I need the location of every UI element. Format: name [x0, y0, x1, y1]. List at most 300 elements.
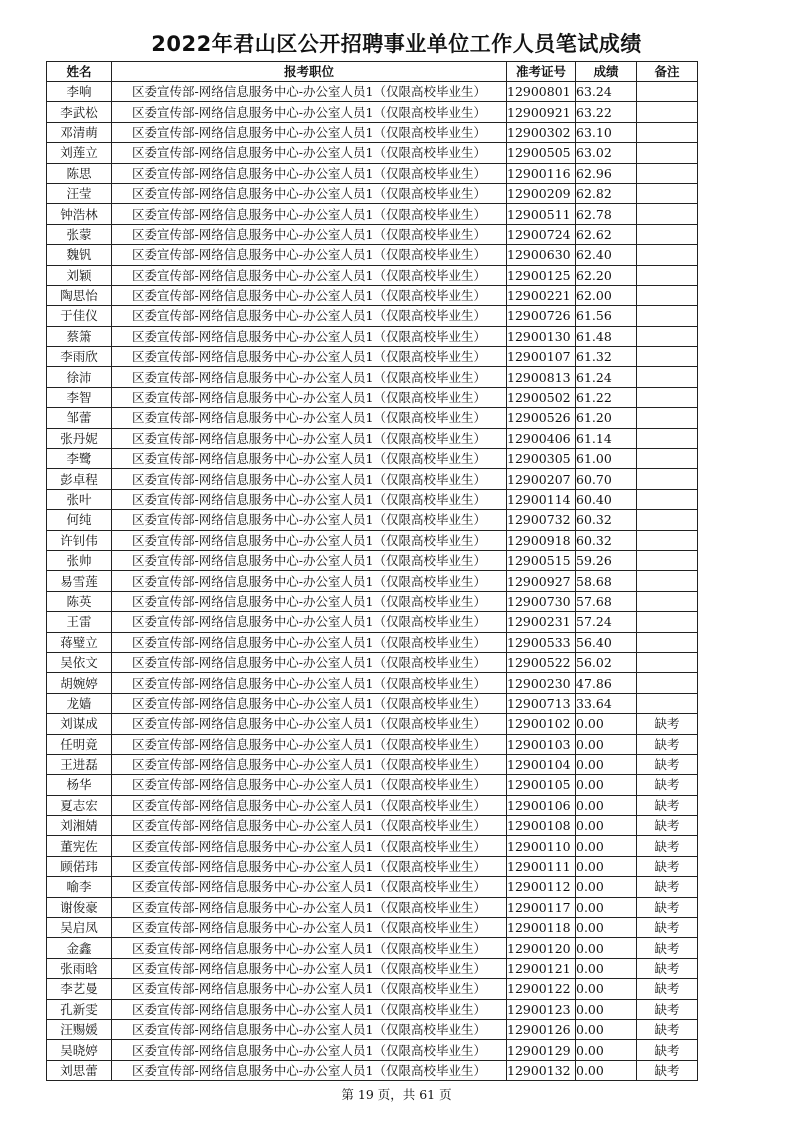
cell-id: 12900630 — [507, 245, 576, 265]
cell-position: 区委宣传部-网络信息服务中心-办公室人员1（仅限高校毕业生） — [112, 102, 507, 122]
cell-id: 12900117 — [507, 897, 576, 917]
table-row — [47, 999, 698, 1019]
cell-name: 于佳仪 — [47, 306, 112, 326]
table-row — [47, 387, 698, 407]
cell-id: 12900111 — [507, 856, 576, 876]
cell-name: 李武松 — [47, 102, 112, 122]
cell-score: 63.22 — [576, 102, 637, 122]
cell-score: 60.32 — [576, 510, 637, 530]
cell-note: 缺考 — [637, 958, 698, 978]
cell-name: 孔新雯 — [47, 999, 112, 1019]
cell-score: 0.00 — [576, 1040, 637, 1060]
table-row — [47, 754, 698, 774]
cell-note — [637, 408, 698, 428]
cell-position: 区委宣传部-网络信息服务中心-办公室人员1（仅限高校毕业生） — [112, 734, 507, 754]
cell-position: 区委宣传部-网络信息服务中心-办公室人员1（仅限高校毕业生） — [112, 877, 507, 897]
cell-id: 12900118 — [507, 918, 576, 938]
cell-name: 魏钒 — [47, 245, 112, 265]
cell-position: 区委宣传部-网络信息服务中心-办公室人员1（仅限高校毕业生） — [112, 510, 507, 530]
cell-id: 12900305 — [507, 449, 576, 469]
cell-id: 12900108 — [507, 816, 576, 836]
cell-note — [637, 571, 698, 591]
table-body — [47, 82, 698, 1081]
cell-name: 王雷 — [47, 612, 112, 632]
cell-note — [637, 367, 698, 387]
cell-position: 区委宣传部-网络信息服务中心-办公室人员1（仅限高校毕业生） — [112, 673, 507, 693]
cell-name: 徐沛 — [47, 367, 112, 387]
cell-id: 12900302 — [507, 122, 576, 142]
header-position: 报考职位 — [112, 62, 507, 82]
cell-position: 区委宣传部-网络信息服务中心-办公室人员1（仅限高校毕业生） — [112, 775, 507, 795]
header-name: 姓名 — [47, 62, 112, 82]
cell-position: 区委宣传部-网络信息服务中心-办公室人员1（仅限高校毕业生） — [112, 489, 507, 509]
cell-note: 缺考 — [637, 1060, 698, 1080]
cell-name: 张蒙 — [47, 224, 112, 244]
cell-position: 区委宣传部-网络信息服务中心-办公室人员1（仅限高校毕业生） — [112, 469, 507, 489]
table-row — [47, 469, 698, 489]
table-row — [47, 489, 698, 509]
cell-name: 龙嫱 — [47, 693, 112, 713]
cell-score: 61.48 — [576, 326, 637, 346]
cell-id: 12900209 — [507, 183, 576, 203]
table-row — [47, 449, 698, 469]
cell-position: 区委宣传部-网络信息服务中心-办公室人员1（仅限高校毕业生） — [112, 632, 507, 652]
cell-score: 0.00 — [576, 958, 637, 978]
table-row — [47, 714, 698, 734]
cell-name: 邓清萌 — [47, 122, 112, 142]
cell-name: 汪赐媛 — [47, 1019, 112, 1039]
cell-id: 12900125 — [507, 265, 576, 285]
cell-id: 12900724 — [507, 224, 576, 244]
cell-score: 61.32 — [576, 347, 637, 367]
cell-position: 区委宣传部-网络信息服务中心-办公室人员1（仅限高校毕业生） — [112, 591, 507, 611]
cell-position: 区委宣传部-网络信息服务中心-办公室人员1（仅限高校毕业生） — [112, 183, 507, 203]
cell-score: 0.00 — [576, 734, 637, 754]
cell-id: 12900511 — [507, 204, 576, 224]
score-table — [46, 61, 698, 1081]
cell-position: 区委宣传部-网络信息服务中心-办公室人员1（仅限高校毕业生） — [112, 122, 507, 142]
cell-position: 区委宣传部-网络信息服务中心-办公室人员1（仅限高校毕业生） — [112, 408, 507, 428]
table-row — [47, 367, 698, 387]
table-row — [47, 285, 698, 305]
table-row — [47, 1040, 698, 1060]
cell-id: 12900231 — [507, 612, 576, 632]
cell-id: 12900406 — [507, 428, 576, 448]
header-note: 备注 — [637, 62, 698, 82]
cell-name: 汪莹 — [47, 183, 112, 203]
cell-name: 吴依文 — [47, 652, 112, 672]
table-row — [47, 1019, 698, 1039]
cell-name: 蒋璧立 — [47, 632, 112, 652]
cell-position: 区委宣传部-网络信息服务中心-办公室人员1（仅限高校毕业生） — [112, 163, 507, 183]
cell-note — [637, 347, 698, 367]
cell-score: 63.24 — [576, 82, 637, 102]
table-row — [47, 673, 698, 693]
cell-id: 12900106 — [507, 795, 576, 815]
cell-note — [637, 265, 698, 285]
cell-name: 任明竟 — [47, 734, 112, 754]
cell-note: 缺考 — [637, 979, 698, 999]
cell-position: 区委宣传部-网络信息服务中心-办公室人员1（仅限高校毕业生） — [112, 856, 507, 876]
cell-score: 61.24 — [576, 367, 637, 387]
cell-name: 杨华 — [47, 775, 112, 795]
cell-score: 0.00 — [576, 897, 637, 917]
cell-note — [637, 510, 698, 530]
table-row — [47, 245, 698, 265]
table-row — [47, 143, 698, 163]
cell-position: 区委宣传部-网络信息服务中心-办公室人员1（仅限高校毕业生） — [112, 82, 507, 102]
cell-id: 12900123 — [507, 999, 576, 1019]
cell-position: 区委宣传部-网络信息服务中心-办公室人员1（仅限高校毕业生） — [112, 979, 507, 999]
page-title: 2022年君山区公开招聘事业单位工作人员笔试成绩 — [151, 32, 642, 56]
cell-position: 区委宣传部-网络信息服务中心-办公室人员1（仅限高校毕业生） — [112, 143, 507, 163]
cell-position: 区委宣传部-网络信息服务中心-办公室人员1（仅限高校毕业生） — [112, 428, 507, 448]
cell-score: 0.00 — [576, 1060, 637, 1080]
table-row — [47, 326, 698, 346]
cell-id: 12900112 — [507, 877, 576, 897]
cell-score: 61.00 — [576, 449, 637, 469]
cell-note — [637, 102, 698, 122]
cell-id: 12900732 — [507, 510, 576, 530]
cell-note — [637, 82, 698, 102]
cell-note — [637, 428, 698, 448]
cell-position: 区委宣传部-网络信息服务中心-办公室人员1（仅限高校毕业生） — [112, 326, 507, 346]
table-row — [47, 836, 698, 856]
cell-note: 缺考 — [637, 836, 698, 856]
cell-position: 区委宣传部-网络信息服务中心-办公室人员1（仅限高校毕业生） — [112, 897, 507, 917]
cell-id: 12900102 — [507, 714, 576, 734]
cell-score: 0.00 — [576, 877, 637, 897]
cell-id: 12900927 — [507, 571, 576, 591]
cell-name: 张雨晗 — [47, 958, 112, 978]
cell-score: 0.00 — [576, 1019, 637, 1039]
cell-score: 61.14 — [576, 428, 637, 448]
cell-id: 12900801 — [507, 82, 576, 102]
header-id: 准考证号 — [507, 62, 576, 82]
cell-note — [637, 530, 698, 550]
cell-position: 区委宣传部-网络信息服务中心-办公室人员1（仅限高校毕业生） — [112, 449, 507, 469]
cell-position: 区委宣传部-网络信息服务中心-办公室人员1（仅限高校毕业生） — [112, 1060, 507, 1080]
cell-position: 区委宣传部-网络信息服务中心-办公室人员1（仅限高校毕业生） — [112, 816, 507, 836]
cell-score: 0.00 — [576, 836, 637, 856]
table-row — [47, 204, 698, 224]
cell-name: 顾偌玮 — [47, 856, 112, 876]
cell-score: 59.26 — [576, 550, 637, 570]
table-row — [47, 877, 698, 897]
cell-id: 12900129 — [507, 1040, 576, 1060]
cell-score: 0.00 — [576, 775, 637, 795]
cell-score: 0.00 — [576, 856, 637, 876]
cell-note: 缺考 — [637, 754, 698, 774]
cell-id: 12900126 — [507, 1019, 576, 1039]
cell-name: 吴启凤 — [47, 918, 112, 938]
table-header-row — [47, 62, 698, 82]
cell-score: 62.20 — [576, 265, 637, 285]
cell-name: 刘莲立 — [47, 143, 112, 163]
cell-note: 缺考 — [637, 734, 698, 754]
table-row — [47, 408, 698, 428]
table-row — [47, 122, 698, 142]
cell-note: 缺考 — [637, 877, 698, 897]
cell-id: 12900713 — [507, 693, 576, 713]
cell-note: 缺考 — [637, 795, 698, 815]
cell-score: 57.68 — [576, 591, 637, 611]
header-score: 成绩 — [576, 62, 637, 82]
table-row — [47, 571, 698, 591]
table-row — [47, 795, 698, 815]
cell-id: 12900110 — [507, 836, 576, 856]
cell-position: 区委宣传部-网络信息服务中心-办公室人员1（仅限高校毕业生） — [112, 836, 507, 856]
cell-note — [637, 469, 698, 489]
table-row — [47, 530, 698, 550]
cell-note — [637, 122, 698, 142]
cell-id: 12900515 — [507, 550, 576, 570]
cell-id: 12900918 — [507, 530, 576, 550]
cell-note — [637, 387, 698, 407]
table-row — [47, 306, 698, 326]
table-row — [47, 510, 698, 530]
table-row — [47, 591, 698, 611]
cell-score: 63.10 — [576, 122, 637, 142]
cell-position: 区委宣传部-网络信息服务中心-办公室人员1（仅限高校毕业生） — [112, 1019, 507, 1039]
cell-score: 62.00 — [576, 285, 637, 305]
cell-note: 缺考 — [637, 938, 698, 958]
cell-id: 12900107 — [507, 347, 576, 367]
cell-id: 12900132 — [507, 1060, 576, 1080]
cell-name: 彭卓程 — [47, 469, 112, 489]
cell-name: 刘谋成 — [47, 714, 112, 734]
cell-position: 区委宣传部-网络信息服务中心-办公室人员1（仅限高校毕业生） — [112, 652, 507, 672]
cell-position: 区委宣传部-网络信息服务中心-办公室人员1（仅限高校毕业生） — [112, 918, 507, 938]
cell-note: 缺考 — [637, 999, 698, 1019]
table-row — [47, 347, 698, 367]
cell-score: 33.64 — [576, 693, 637, 713]
cell-note — [637, 245, 698, 265]
cell-position: 区委宣传部-网络信息服务中心-办公室人员1（仅限高校毕业生） — [112, 387, 507, 407]
cell-note — [637, 489, 698, 509]
cell-id: 12900207 — [507, 469, 576, 489]
cell-name: 陈思 — [47, 163, 112, 183]
cell-position: 区委宣传部-网络信息服务中心-办公室人员1（仅限高校毕业生） — [112, 999, 507, 1019]
cell-position: 区委宣传部-网络信息服务中心-办公室人员1（仅限高校毕业生） — [112, 693, 507, 713]
table-row — [47, 224, 698, 244]
cell-score: 0.00 — [576, 979, 637, 999]
table-row — [47, 82, 698, 102]
cell-note — [637, 612, 698, 632]
cell-id: 12900121 — [507, 958, 576, 978]
page-number: 第 19 页，共 61 页 — [341, 1087, 452, 1102]
table-row — [47, 775, 698, 795]
cell-score: 0.00 — [576, 754, 637, 774]
table-row — [47, 897, 698, 917]
cell-id: 12900230 — [507, 673, 576, 693]
cell-position: 区委宣传部-网络信息服务中心-办公室人员1（仅限高校毕业生） — [112, 204, 507, 224]
cell-note — [637, 693, 698, 713]
cell-note — [637, 224, 698, 244]
cell-name: 邹蕾 — [47, 408, 112, 428]
cell-name: 金鑫 — [47, 938, 112, 958]
cell-id: 12900105 — [507, 775, 576, 795]
cell-position: 区委宣传部-网络信息服务中心-办公室人员1（仅限高校毕业生） — [112, 224, 507, 244]
cell-position: 区委宣传部-网络信息服务中心-办公室人员1（仅限高校毕业生） — [112, 938, 507, 958]
cell-name: 王进磊 — [47, 754, 112, 774]
cell-position: 区委宣传部-网络信息服务中心-办公室人员1（仅限高校毕业生） — [112, 245, 507, 265]
cell-note — [637, 550, 698, 570]
table-row — [47, 652, 698, 672]
table-row — [47, 938, 698, 958]
table-row — [47, 550, 698, 570]
cell-name: 张帅 — [47, 550, 112, 570]
cell-score: 56.40 — [576, 632, 637, 652]
cell-name: 张叶 — [47, 489, 112, 509]
table-row — [47, 1060, 698, 1080]
cell-name: 陈英 — [47, 591, 112, 611]
table-row — [47, 856, 698, 876]
cell-id: 12900921 — [507, 102, 576, 122]
cell-name: 钟浩林 — [47, 204, 112, 224]
table-row — [47, 693, 698, 713]
cell-note: 缺考 — [637, 918, 698, 938]
cell-note: 缺考 — [637, 816, 698, 836]
cell-score: 0.00 — [576, 918, 637, 938]
cell-name: 张丹妮 — [47, 428, 112, 448]
cell-id: 12900116 — [507, 163, 576, 183]
cell-score: 60.40 — [576, 489, 637, 509]
cell-note — [637, 591, 698, 611]
cell-note: 缺考 — [637, 714, 698, 734]
table-row — [47, 918, 698, 938]
cell-score: 62.78 — [576, 204, 637, 224]
cell-name: 董宪佐 — [47, 836, 112, 856]
cell-score: 0.00 — [576, 999, 637, 1019]
cell-position: 区委宣传部-网络信息服务中心-办公室人员1（仅限高校毕业生） — [112, 958, 507, 978]
table-row — [47, 958, 698, 978]
cell-id: 12900114 — [507, 489, 576, 509]
cell-score: 62.62 — [576, 224, 637, 244]
cell-name: 蔡箫 — [47, 326, 112, 346]
cell-score: 60.70 — [576, 469, 637, 489]
cell-name: 喻李 — [47, 877, 112, 897]
cell-score: 62.82 — [576, 183, 637, 203]
table-row — [47, 979, 698, 999]
cell-id: 12900813 — [507, 367, 576, 387]
cell-score: 47.86 — [576, 673, 637, 693]
cell-name: 刘颖 — [47, 265, 112, 285]
cell-id: 12900533 — [507, 632, 576, 652]
cell-score: 0.00 — [576, 714, 637, 734]
cell-note — [637, 632, 698, 652]
cell-score: 61.56 — [576, 306, 637, 326]
cell-name: 胡婉婷 — [47, 673, 112, 693]
cell-score: 61.22 — [576, 387, 637, 407]
table-row — [47, 265, 698, 285]
cell-name: 何纯 — [47, 510, 112, 530]
table-row — [47, 428, 698, 448]
cell-score: 60.32 — [576, 530, 637, 550]
cell-name: 李鹭 — [47, 449, 112, 469]
cell-note: 缺考 — [637, 856, 698, 876]
cell-score: 0.00 — [576, 795, 637, 815]
table-row — [47, 612, 698, 632]
cell-id: 12900103 — [507, 734, 576, 754]
cell-note — [637, 652, 698, 672]
cell-position: 区委宣传部-网络信息服务中心-办公室人员1（仅限高校毕业生） — [112, 265, 507, 285]
cell-score: 62.40 — [576, 245, 637, 265]
cell-position: 区委宣传部-网络信息服务中心-办公室人员1（仅限高校毕业生） — [112, 612, 507, 632]
cell-id: 12900522 — [507, 652, 576, 672]
cell-note — [637, 673, 698, 693]
cell-id: 12900526 — [507, 408, 576, 428]
table-row — [47, 183, 698, 203]
cell-id: 12900505 — [507, 143, 576, 163]
cell-note — [637, 449, 698, 469]
cell-id: 12900726 — [507, 306, 576, 326]
cell-name: 易雪莲 — [47, 571, 112, 591]
table-row — [47, 102, 698, 122]
cell-note: 缺考 — [637, 897, 698, 917]
cell-name: 陶思怡 — [47, 285, 112, 305]
cell-position: 区委宣传部-网络信息服务中心-办公室人员1（仅限高校毕业生） — [112, 550, 507, 570]
cell-name: 夏志宏 — [47, 795, 112, 815]
table-row — [47, 632, 698, 652]
cell-name: 许钊伟 — [47, 530, 112, 550]
cell-name: 刘湘婧 — [47, 816, 112, 836]
cell-name: 李智 — [47, 387, 112, 407]
cell-position: 区委宣传部-网络信息服务中心-办公室人员1（仅限高校毕业生） — [112, 1040, 507, 1060]
cell-id: 12900730 — [507, 591, 576, 611]
cell-score: 63.02 — [576, 143, 637, 163]
cell-position: 区委宣传部-网络信息服务中心-办公室人员1（仅限高校毕业生） — [112, 530, 507, 550]
cell-position: 区委宣传部-网络信息服务中心-办公室人员1（仅限高校毕业生） — [112, 367, 507, 387]
cell-id: 12900120 — [507, 938, 576, 958]
cell-note: 缺考 — [637, 775, 698, 795]
cell-note — [637, 204, 698, 224]
cell-score: 56.02 — [576, 652, 637, 672]
cell-score: 61.20 — [576, 408, 637, 428]
cell-name: 李响 — [47, 82, 112, 102]
cell-id: 12900104 — [507, 754, 576, 774]
table-row — [47, 734, 698, 754]
cell-score: 62.96 — [576, 163, 637, 183]
cell-score: 57.24 — [576, 612, 637, 632]
cell-note — [637, 163, 698, 183]
cell-note — [637, 285, 698, 305]
cell-score: 0.00 — [576, 816, 637, 836]
cell-name: 谢俊豪 — [47, 897, 112, 917]
cell-name: 吴晓婷 — [47, 1040, 112, 1060]
cell-note — [637, 143, 698, 163]
cell-name: 李雨欣 — [47, 347, 112, 367]
cell-note: 缺考 — [637, 1019, 698, 1039]
cell-note — [637, 183, 698, 203]
table-row — [47, 163, 698, 183]
cell-score: 0.00 — [576, 938, 637, 958]
cell-position: 区委宣传部-网络信息服务中心-办公室人员1（仅限高校毕业生） — [112, 285, 507, 305]
cell-note — [637, 306, 698, 326]
cell-id: 12900130 — [507, 326, 576, 346]
cell-score: 58.68 — [576, 571, 637, 591]
cell-note: 缺考 — [637, 1040, 698, 1060]
cell-position: 区委宣传部-网络信息服务中心-办公室人员1（仅限高校毕业生） — [112, 347, 507, 367]
cell-name: 李艺曼 — [47, 979, 112, 999]
cell-position: 区委宣传部-网络信息服务中心-办公室人员1（仅限高校毕业生） — [112, 306, 507, 326]
cell-id: 12900122 — [507, 979, 576, 999]
cell-id: 12900502 — [507, 387, 576, 407]
table-row — [47, 816, 698, 836]
cell-note — [637, 326, 698, 346]
cell-position: 区委宣传部-网络信息服务中心-办公室人员1（仅限高校毕业生） — [112, 714, 507, 734]
cell-position: 区委宣传部-网络信息服务中心-办公室人员1（仅限高校毕业生） — [112, 795, 507, 815]
